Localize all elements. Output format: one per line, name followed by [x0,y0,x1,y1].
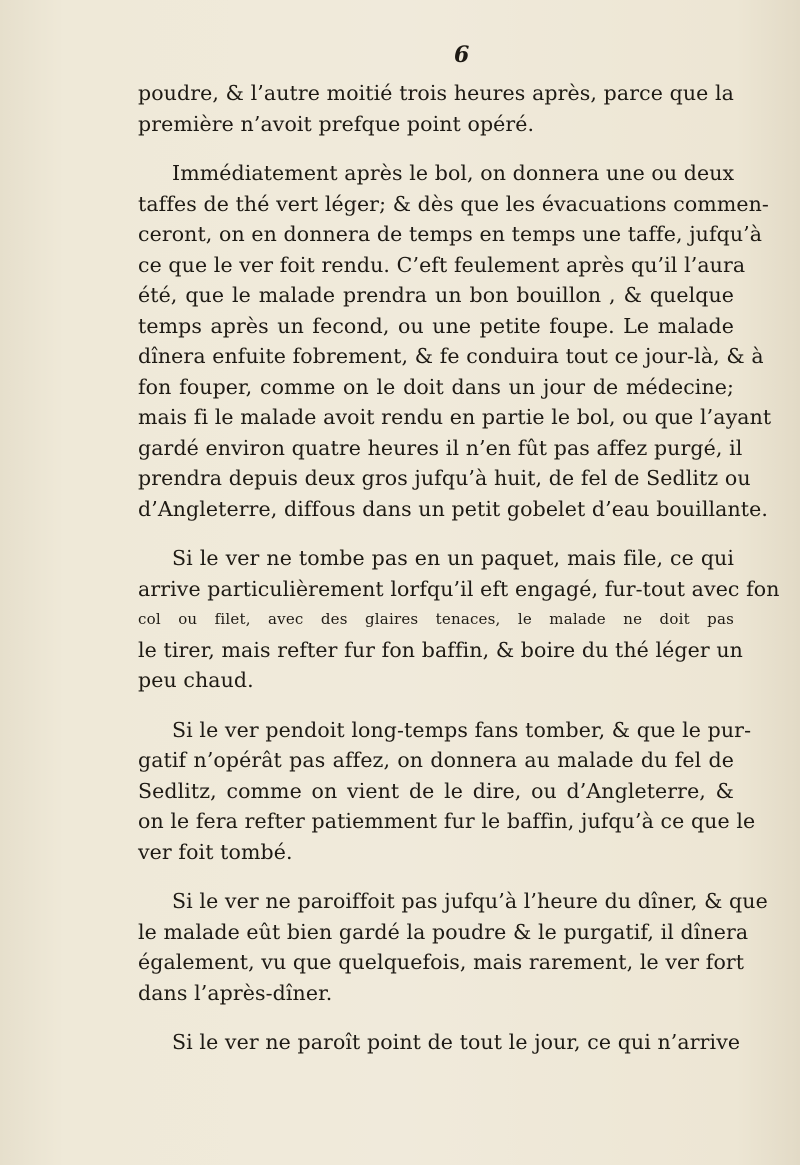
text-line: Sedlitz, comme on vient de le dire, ou d’Angleterre, & [138,778,734,803]
paragraph [138,158,772,524]
text-line: dînera enfuite fobrement, & fe conduira tout ce jour-là, & à [138,344,764,368]
text-line: Si le ver ne tombe pas en un paquet, mais file, ce qui [172,546,734,570]
text-line: ver foit tombé. [138,839,293,864]
text-line: col ou filet, avec des glaires tenaces, le malade ne doit pas [138,610,734,628]
text-line: temps après un fecond, ou une petite foupe. Le malade [138,313,734,338]
text-line: ceront, on en donnera de temps en temps une taffe, jufqu’à [138,222,763,246]
text-line: Si le ver pendoit long-temps fans tomber, & que le pur- [172,717,752,742]
paragraph [138,715,756,868]
text-line: peu chaud. [138,668,254,692]
text-line: d’Angleterre, diffous dans un petit gobelet d’eau bouillante. [138,496,768,521]
text-line: gardé environ quatre heures il n’en fût pas affez purgé, il [138,435,743,460]
text-line: Si le ver ne paroiffoit pas jufqu’à l’heure du dîner, & que [172,889,768,913]
text-line: on le fera refter patiemment fur le baffin, jufqu’à ce que le [138,809,756,833]
text-line: Si le ver ne paroît point de tout le jour, ce qui n’arrive [172,1030,741,1054]
text-line: arrive particulièrement lorfqu’il eft engagé, fur-tout avec fon [138,576,780,601]
text-line: fon fouper, comme on le doit dans un jour de médecine; [138,374,734,399]
paragraph [138,886,768,1008]
text-line: première n’avoit prefque point opéré. [138,111,535,136]
text-line: mais fi le malade avoit rendu en partie le bol, ou que l’ayant [138,405,772,429]
text-line: le malade eût bien gardé la poudre & le purgatif, il dînera [138,919,749,944]
body-text [138,78,780,1077]
paragraph [138,1027,741,1058]
text-line: également, vu que quelquefois, mais rarement, le ver fort [138,950,745,974]
text-line: taffes de thé vert léger; & dès que les évacuations commen- [138,191,769,216]
text-line: ce que le ver foit rendu. C’eft feulement après qu’il l’aura [138,252,746,277]
paragraph [138,78,734,139]
text-line: été, que le malade prendra un bon bouillon , & quelque [138,283,734,307]
text-line: Immédiatement après le bol, on donnera une ou deux [172,161,735,185]
page-number: 6 [454,42,470,68]
paragraph [138,543,780,696]
text-line: le tirer, mais refter fur fon baffin, & boire du thé léger un [138,637,743,662]
text-line: poudre, & l’autre moitié trois heures après, parce que la [138,81,734,105]
text-line: prendra depuis deux gros jufqu’à huit, de fel de Sedlitz ou [138,466,751,490]
text-line: gatif n’opérât pas affez, on donnera au malade du fel de [138,748,734,772]
text-line: dans l’après-dîner. [138,980,333,1005]
